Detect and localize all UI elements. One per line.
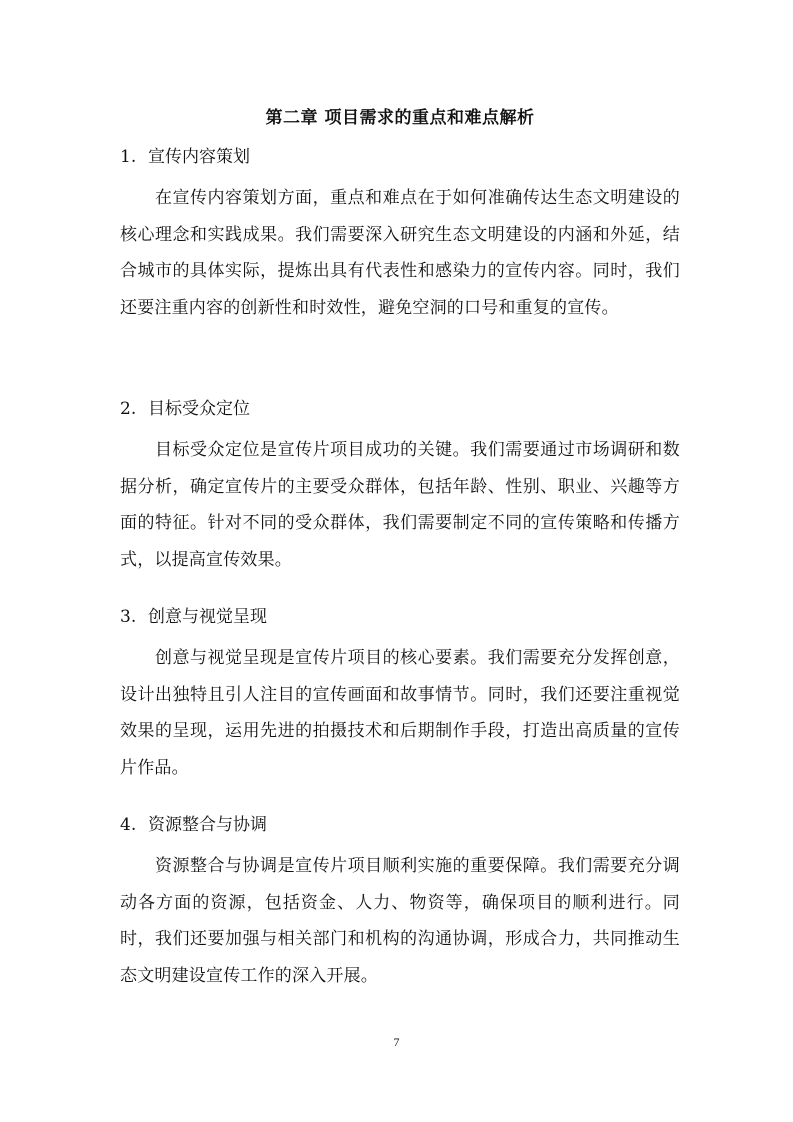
chapter-title: 第二章 项目需求的重点和难点解析 xyxy=(265,108,535,128)
section-heading xyxy=(120,814,680,836)
section-heading-text: 宣传内容策划 xyxy=(148,147,250,167)
section-heading xyxy=(120,398,680,420)
page-number: 7 xyxy=(393,1035,400,1049)
section-heading-text: 资源整合与协调 xyxy=(148,815,267,835)
section-paragraph: 创意与视觉呈现是宣传片项目的核心要素。我们需要充分发挥创意，设计出独特且引人注目的宣传画面和故事情节。同时，我们还要注重视觉效果的呈现，运用先进的拍摄技术和后期制作手段，打造出高质量的宣传片作品。 xyxy=(120,648,680,778)
section-number: 3. xyxy=(120,607,137,627)
section-content-planning xyxy=(120,146,680,326)
section-number: 4. xyxy=(120,815,137,835)
section-heading xyxy=(120,146,680,168)
section-number: 1. xyxy=(120,147,137,167)
section-resource-integration xyxy=(120,814,680,994)
section-paragraph: 目标受众定位是宣传片项目成功的关键。我们需要通过市场调研和数据分析，确定宣传片的主要受众群体，包括年龄、性别、职业、兴趣等方面的特征。针对不同的受众群体，我们需要制定不同的宣传策略和传播方式，以提高宣传效果。 xyxy=(120,440,680,570)
section-paragraph: 资源整合与协调是宣传片项目顺利实施的重要保障。我们需要充分调动各方面的资源，包括资金、人力、物资等，确保项目的顺利进行。同时，我们还要加强与相关部门和机构的沟通协调，形成合力，共同推动生态文明建设宣传工作的深入开展。 xyxy=(120,856,680,986)
section-heading xyxy=(120,606,680,628)
section-heading-text: 目标受众定位 xyxy=(148,399,250,419)
section-number: 2. xyxy=(120,399,137,419)
section-paragraph: 在宣传内容策划方面，重点和难点在于如何准确传达生态文明建设的核心理念和实践成果。我们需要深入研究生态文明建设的内涵和外延，结合城市的具体实际，提炼出具有代表性和感染力的宣传内容。同时，我们还要注重内容的创新性和时效性，避免空洞的口号和重复的宣传。 xyxy=(120,188,680,318)
section-creative-visual xyxy=(120,606,680,786)
section-target-audience xyxy=(120,398,680,578)
section-heading-text: 创意与视觉呈现 xyxy=(148,607,267,627)
